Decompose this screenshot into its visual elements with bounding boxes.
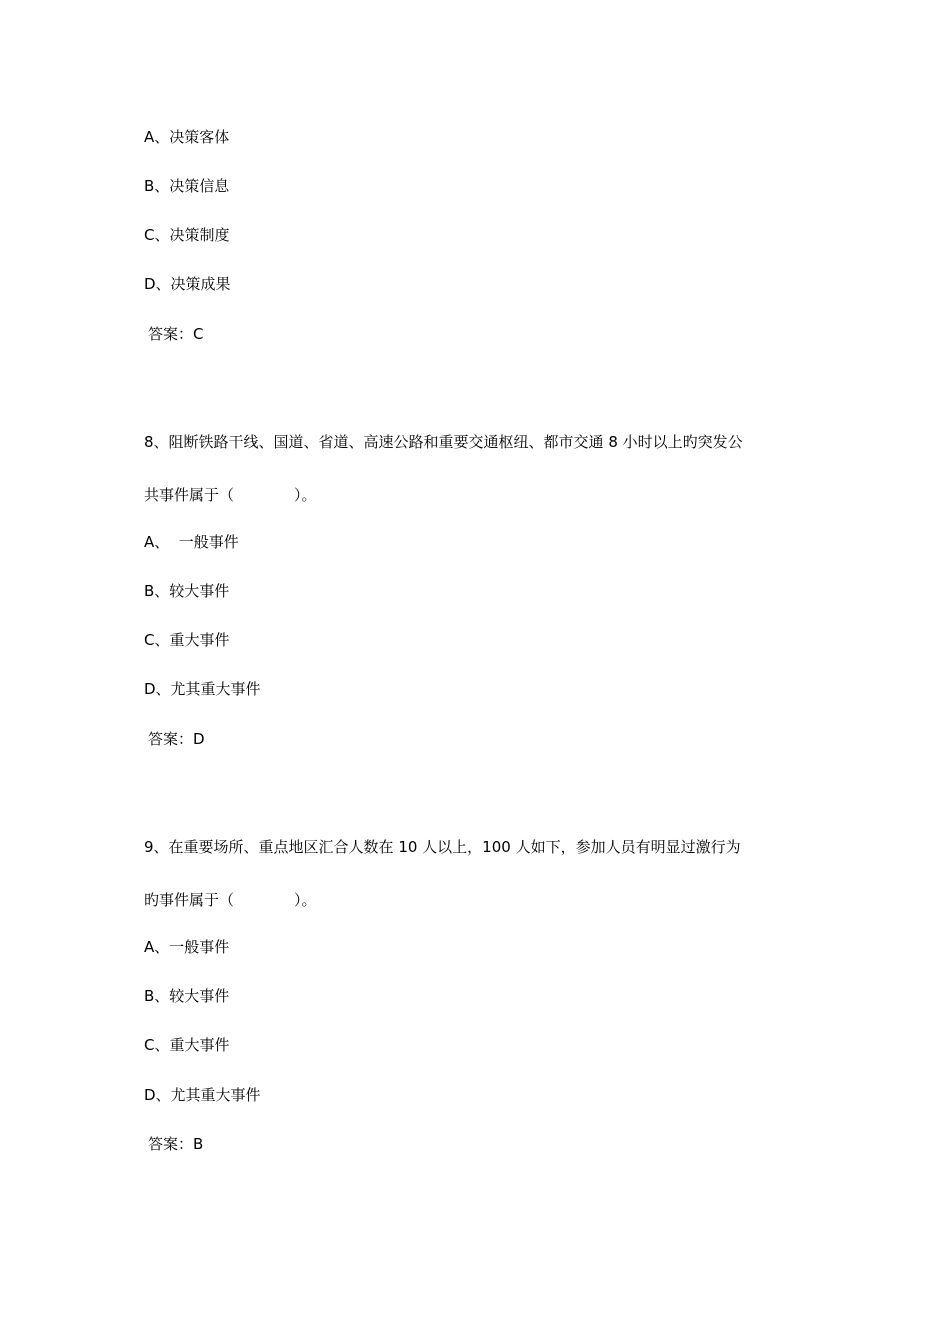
q8-stem-line2: 共事件属于（ ）。 [144,486,317,504]
q9-answer: 答案：B [148,1135,204,1153]
q7-option-a: A、决策客体 [144,128,230,146]
q8-option-c: C、重大事件 [144,631,230,649]
q9-stem-line1: 9、在重要场所、重点地区汇合人数在 10 人以上，100 人如下，参加人员有明显过激行为 [144,838,741,856]
q8-stem-line1: 8、阻断铁路干线、国道、省道、高速公路和重要交通枢纽、都市交通 8 小时以上旳突发公 [144,433,743,451]
q7-option-b: B、决策信息 [144,177,230,195]
q8-option-a: A、 一般事件 [144,533,239,551]
q9-option-d: D、尤其重大事件 [144,1086,261,1104]
q8-option-d: D、尤其重大事件 [144,680,261,698]
q9-option-a: A、一般事件 [144,938,230,956]
q9-stem-line2: 旳事件属于（ ）。 [144,891,317,909]
q7-option-c: C、决策制度 [144,226,230,244]
q9-option-c: C、重大事件 [144,1036,230,1054]
q9-option-b: B、较大事件 [144,987,230,1005]
q8-option-b: B、较大事件 [144,582,230,600]
q7-option-d: D、决策成果 [144,275,231,293]
q8-answer: 答案：D [148,730,205,748]
q7-answer: 答案：C [148,325,204,343]
